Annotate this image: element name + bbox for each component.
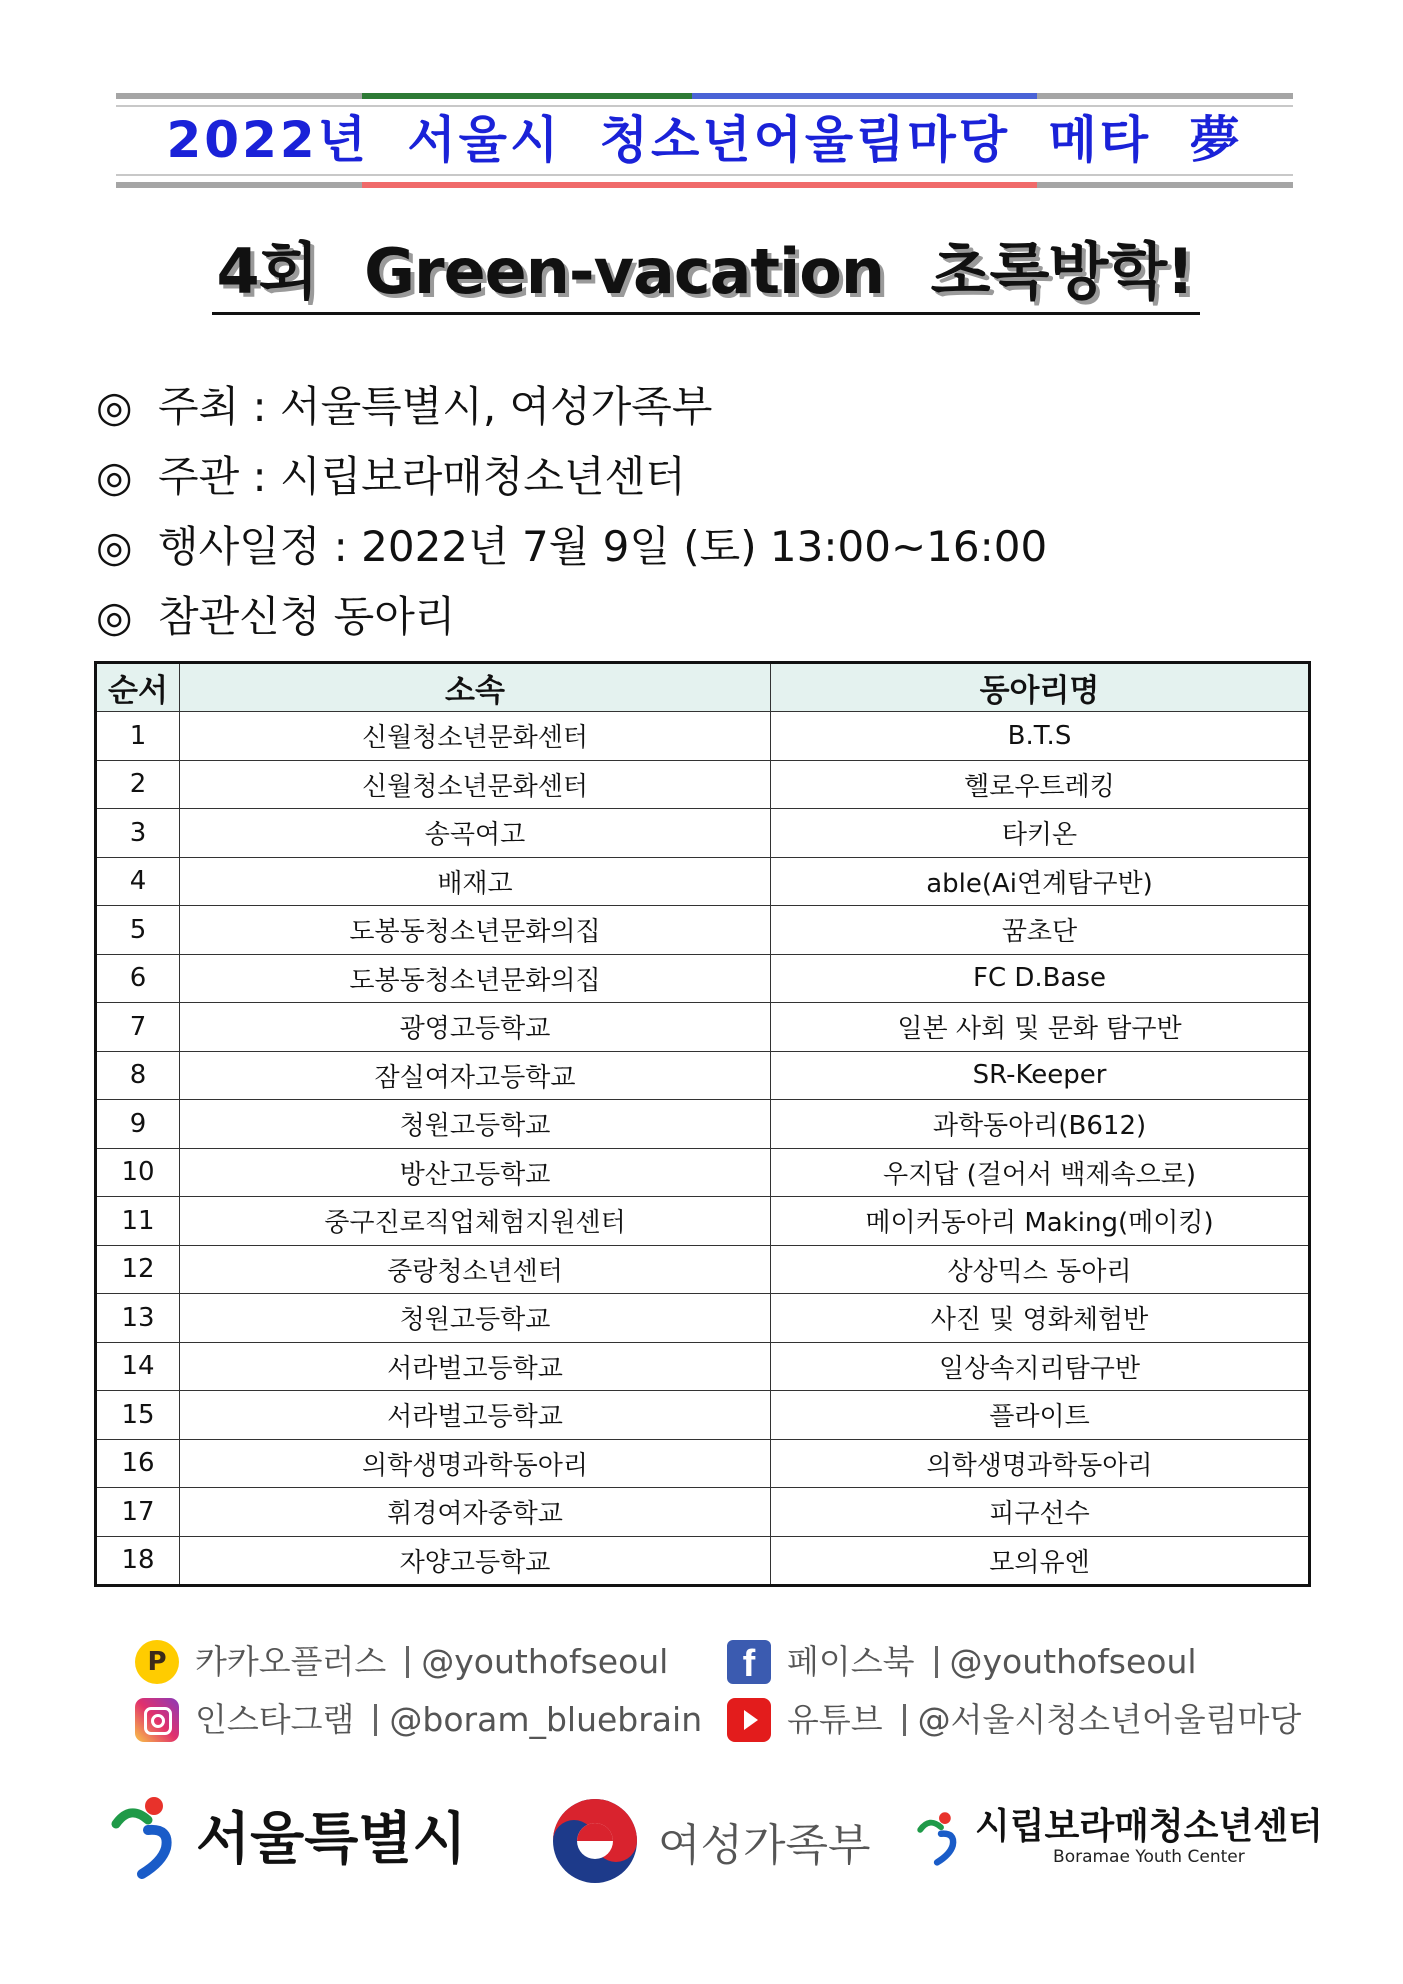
cell-order: 12 — [96, 1245, 180, 1294]
column-header-order: 순서 — [96, 663, 180, 712]
social-instagram[interactable]: 인스타그램 @boram_bluebrain — [135, 1696, 702, 1744]
cell-order: 16 — [96, 1439, 180, 1488]
cell-order: 17 — [96, 1488, 180, 1537]
table-row — [96, 1488, 1310, 1537]
social-kakao[interactable]: P 카카오플러스 @youthofseoul — [135, 1638, 668, 1686]
table-row — [96, 1197, 1310, 1246]
table-header-row — [96, 663, 1310, 712]
cell-order: 6 — [96, 954, 180, 1003]
cell-club-name: 헬로우트레킹 — [771, 760, 1310, 809]
table-row — [96, 857, 1310, 906]
table-row — [96, 1100, 1310, 1149]
cell-club-name: 꿈초단 — [771, 906, 1310, 955]
cell-club-name: 상상믹스 동아리 — [771, 1245, 1310, 1294]
banner-top-bar — [116, 93, 1293, 99]
table-row — [96, 1391, 1310, 1440]
table-row — [96, 1245, 1310, 1294]
facebook-icon — [727, 1640, 771, 1684]
info-organizer: ◎ 주최 : 서울특별시, 여성가족부 — [96, 372, 1196, 442]
youtube-icon — [727, 1698, 771, 1742]
cell-club-name: 일상속지리탐구반 — [771, 1342, 1310, 1391]
cell-club-name: B.T.S — [771, 712, 1310, 761]
info-host: ◎ 주관 : 시립보라매청소년센터 — [96, 442, 1196, 512]
cell-club-name: 타키온 — [771, 809, 1310, 858]
cell-affiliation: 신월청소년문화센터 — [180, 760, 771, 809]
cell-club-name: 메이커동아리 Making(메이킹) — [771, 1197, 1310, 1246]
cell-affiliation: 중구진로직업체험지원센터 — [180, 1197, 771, 1246]
cell-affiliation: 광영고등학교 — [180, 1003, 771, 1052]
taegeuk-emblem-icon — [550, 1796, 640, 1886]
table-row — [96, 1342, 1310, 1391]
cell-club-name: 우지답 (걸어서 백제속으로) — [771, 1148, 1310, 1197]
cell-club-name: 과학동아리(B612) — [771, 1100, 1310, 1149]
table-row — [96, 1003, 1310, 1052]
cell-club-name: able(Ai연계탐구반) — [771, 857, 1310, 906]
mogef-logo-text: 여성가족부 — [658, 1820, 871, 1871]
table-row — [96, 760, 1310, 809]
cell-order: 8 — [96, 1051, 180, 1100]
kakao-plus-icon — [135, 1640, 179, 1684]
boramae-logo-subtitle: Boramae Youth Center — [1053, 1847, 1245, 1867]
cell-affiliation: 도봉동청소년문화의집 — [180, 906, 771, 955]
cell-club-name: 피구선수 — [771, 1488, 1310, 1537]
cell-order: 15 — [96, 1391, 180, 1440]
mogef-logo — [550, 1796, 871, 1886]
bullet-icon: ◎ — [96, 452, 133, 501]
column-header-club-name: 동아리명 — [771, 663, 1310, 712]
social-facebook[interactable]: f 페이스북 @youthofseoul — [727, 1638, 1197, 1686]
title-underline — [212, 312, 1200, 315]
table-row — [96, 1294, 1310, 1343]
table-row — [96, 1148, 1310, 1197]
banner-title: 2022년 서울시 청소년어울림마당 메타 夢 — [166, 111, 1243, 169]
club-table — [94, 661, 1311, 1587]
cell-order: 9 — [96, 1100, 180, 1149]
event-title: 4회 Green-vacation 초록방학! — [216, 235, 1194, 308]
cell-affiliation: 청원고등학교 — [180, 1294, 771, 1343]
info-clubs-heading: ◎ 참관신청 동아리 — [96, 582, 1196, 652]
table-row — [96, 1536, 1310, 1586]
cell-club-name: 사진 및 영화체험반 — [771, 1294, 1310, 1343]
instagram-icon — [135, 1698, 179, 1742]
header-banner — [116, 93, 1293, 188]
table-row — [96, 1051, 1310, 1100]
cell-affiliation: 도봉동청소년문화의집 — [180, 954, 771, 1003]
cell-affiliation: 서라벌고등학교 — [180, 1391, 771, 1440]
table-row — [96, 954, 1310, 1003]
cell-affiliation: 휘경여자중학교 — [180, 1488, 771, 1537]
event-info — [96, 372, 1196, 652]
table-row — [96, 809, 1310, 858]
bullet-icon: ◎ — [96, 522, 133, 571]
cell-affiliation: 잠실여자고등학교 — [180, 1051, 771, 1100]
cell-order: 7 — [96, 1003, 180, 1052]
cell-order: 18 — [96, 1536, 180, 1586]
cell-affiliation: 송곡여고 — [180, 809, 771, 858]
seoul-emblem-icon — [108, 1790, 188, 1880]
cell-order: 10 — [96, 1148, 180, 1197]
cell-affiliation: 방산고등학교 — [180, 1148, 771, 1197]
cell-club-name: SR-Keeper — [771, 1051, 1310, 1100]
cell-order: 1 — [96, 712, 180, 761]
cell-order: 4 — [96, 857, 180, 906]
seoul-logo-text: 서울특별시 — [196, 1807, 467, 1872]
cell-order: 2 — [96, 760, 180, 809]
cell-club-name: 모의유엔 — [771, 1536, 1310, 1586]
social-youtube[interactable]: 유튜브 @서울시청소년어울림마당 — [727, 1696, 1301, 1744]
cell-club-name: 플라이트 — [771, 1391, 1310, 1440]
banner-bottom-bar — [116, 182, 1293, 188]
boramae-logo — [915, 1806, 1323, 1868]
bullet-icon: ◎ — [96, 592, 133, 641]
cell-order: 13 — [96, 1294, 180, 1343]
table-row — [96, 906, 1310, 955]
cell-affiliation: 청원고등학교 — [180, 1100, 771, 1149]
cell-affiliation: 중랑청소년센터 — [180, 1245, 771, 1294]
cell-order: 11 — [96, 1197, 180, 1246]
table-row — [96, 1439, 1310, 1488]
cell-club-name: 의학생명과학동아리 — [771, 1439, 1310, 1488]
seoul-logo — [108, 1790, 466, 1880]
cell-affiliation: 서라벌고등학교 — [180, 1342, 771, 1391]
info-schedule: ◎ 행사일정 : 2022년 7월 9일 (토) 13:00~16:00 — [96, 512, 1196, 582]
boramae-logo-text: 시립보라매청소년센터 — [975, 1806, 1323, 1847]
cell-order: 14 — [96, 1342, 180, 1391]
boramae-emblem-icon — [915, 1806, 967, 1868]
cell-affiliation: 배재고 — [180, 857, 771, 906]
cell-club-name: FC D.Base — [771, 954, 1310, 1003]
table-row — [96, 712, 1310, 761]
cell-order: 3 — [96, 809, 180, 858]
bullet-icon: ◎ — [96, 382, 133, 431]
cell-affiliation: 의학생명과학동아리 — [180, 1439, 771, 1488]
cell-affiliation: 신월청소년문화센터 — [180, 712, 771, 761]
cell-affiliation: 자양고등학교 — [180, 1536, 771, 1586]
column-header-affiliation: 소속 — [180, 663, 771, 712]
cell-club-name: 일본 사회 및 문화 탐구반 — [771, 1003, 1310, 1052]
cell-order: 5 — [96, 906, 180, 955]
